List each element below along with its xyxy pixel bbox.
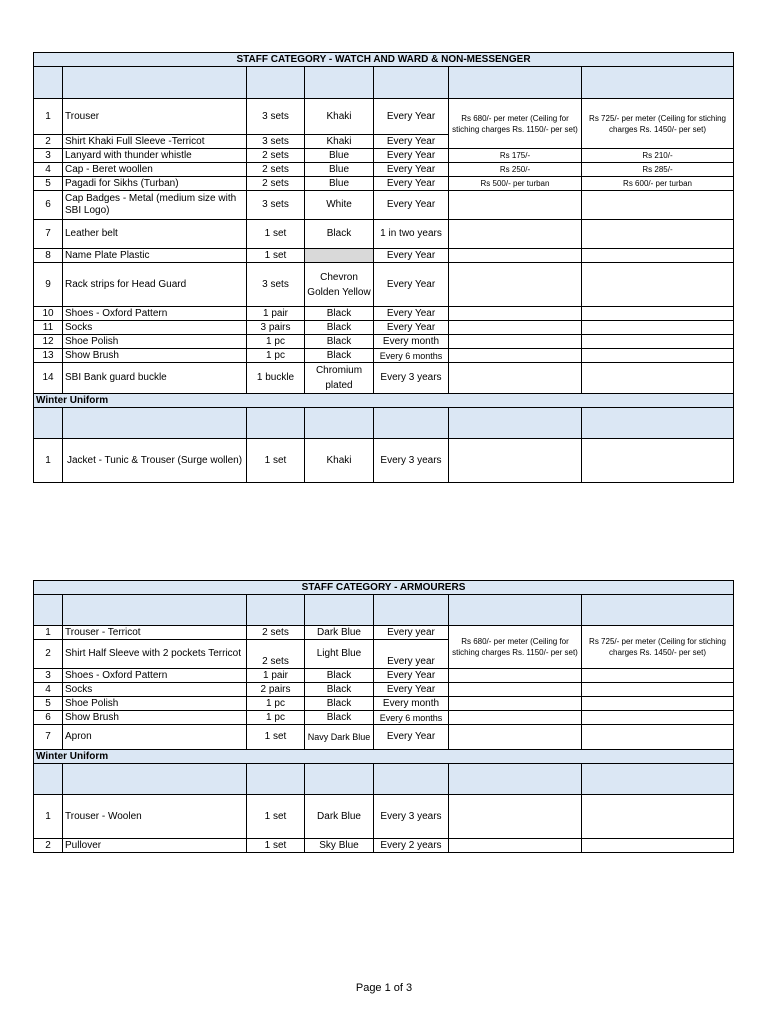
empty-cell xyxy=(63,764,247,795)
table-row xyxy=(34,839,734,853)
item-name-cell: Shoes - Oxford Pattern xyxy=(63,669,247,683)
quantity-cell: 1 pc xyxy=(247,349,305,363)
serial-number-cell: 1 xyxy=(34,439,63,483)
color-cell: Black xyxy=(305,683,374,697)
frequency-cell: Every 3 years xyxy=(374,439,449,483)
table-row xyxy=(34,163,734,177)
serial-number-cell: 12 xyxy=(34,335,63,349)
quantity-cell: 3 sets xyxy=(247,135,305,149)
empty-cell xyxy=(449,795,582,839)
color-cell: Khaki xyxy=(305,99,374,135)
empty-cell xyxy=(582,697,734,711)
item-name-cell: Socks xyxy=(63,321,247,335)
item-name-cell: Pagadi for Sikhs (Turban) xyxy=(63,177,247,191)
item-name-cell: Name Plate Plastic xyxy=(63,249,247,263)
quantity-cell: 2 pairs xyxy=(247,683,305,697)
rate-cell: Rs 725/- per meter (Ceiling for stiching charges Rs. 1450/- per set) xyxy=(582,99,734,149)
empty-cell xyxy=(582,595,734,626)
color-cell: Blue xyxy=(305,163,374,177)
quantity-cell: 1 pair xyxy=(247,307,305,321)
color-cell: Black xyxy=(305,697,374,711)
item-name-cell: SBI Bank guard buckle xyxy=(63,363,247,394)
table-row xyxy=(34,626,734,640)
color-cell: Blue xyxy=(305,177,374,191)
page-number: Page 1 of 3 xyxy=(355,982,413,994)
frequency-cell: Every 6 months xyxy=(374,349,449,363)
frequency-cell: Every Year xyxy=(374,163,449,177)
table-row xyxy=(34,99,734,135)
rate-cell: Rs 210/- xyxy=(582,149,734,163)
serial-number-cell: 7 xyxy=(34,725,63,750)
quantity-cell: 1 pc xyxy=(247,711,305,725)
serial-number-cell: 13 xyxy=(34,349,63,363)
serial-number-cell: 4 xyxy=(34,683,63,697)
empty-cell xyxy=(449,335,582,349)
empty-cell xyxy=(449,839,582,853)
empty-cell xyxy=(582,349,734,363)
item-name-cell: Trouser - Terricot xyxy=(63,626,247,640)
item-name-cell: Trouser xyxy=(63,99,247,135)
empty-cell xyxy=(449,191,582,220)
serial-number-cell: 8 xyxy=(34,249,63,263)
frequency-cell: Every month xyxy=(374,697,449,711)
quantity-cell: 2 sets xyxy=(247,177,305,191)
item-name-cell: Shoe Polish xyxy=(63,697,247,711)
empty-cell xyxy=(63,408,247,439)
color-cell: Navy Dark Blue xyxy=(305,725,374,750)
frequency-cell: Every Year xyxy=(374,99,449,135)
empty-cell xyxy=(582,839,734,853)
empty-cell xyxy=(582,795,734,839)
empty-cell xyxy=(449,220,582,249)
frequency-cell: Every Year xyxy=(374,191,449,220)
frequency-cell: Every 3 years xyxy=(374,795,449,839)
table-row xyxy=(34,363,734,394)
empty-cell xyxy=(582,263,734,307)
serial-number-cell: 2 xyxy=(34,135,63,149)
quantity-cell: 1 set xyxy=(247,725,305,750)
empty-cell xyxy=(449,439,582,483)
table-row xyxy=(34,191,734,220)
item-name-cell: Rack strips for Head Guard xyxy=(63,263,247,307)
header-row xyxy=(34,408,734,439)
table-row xyxy=(34,321,734,335)
section-label: Winter Uniform xyxy=(34,394,734,408)
color-cell: Dark Blue xyxy=(305,626,374,640)
rate-cell: Rs 600/- per turban xyxy=(582,177,734,191)
empty-cell xyxy=(374,595,449,626)
serial-number-cell: 2 xyxy=(34,640,63,669)
item-name-cell: Shoe Polish xyxy=(63,335,247,349)
color-cell: Dark Blue xyxy=(305,795,374,839)
serial-number-cell: 14 xyxy=(34,363,63,394)
serial-number-cell: 5 xyxy=(34,177,63,191)
frequency-cell: Every year xyxy=(374,640,449,669)
quantity-cell: 1 set xyxy=(247,439,305,483)
table-row xyxy=(34,697,734,711)
quantity-cell: 1 set xyxy=(247,839,305,853)
serial-number-cell: 6 xyxy=(34,191,63,220)
empty-cell xyxy=(582,711,734,725)
table-row xyxy=(34,249,734,263)
rate-cell: Rs 285/- xyxy=(582,163,734,177)
serial-number-cell: 3 xyxy=(34,149,63,163)
armourers-table xyxy=(33,580,734,853)
frequency-cell: Every month xyxy=(374,335,449,349)
rate-cell: Rs 725/- per meter (Ceiling for stiching charges Rs. 1450/- per set) xyxy=(582,626,734,669)
empty-cell xyxy=(247,764,305,795)
serial-number-cell: 3 xyxy=(34,669,63,683)
serial-number-cell: 9 xyxy=(34,263,63,307)
empty-cell xyxy=(582,363,734,394)
empty-cell xyxy=(449,669,582,683)
empty-cell xyxy=(582,335,734,349)
rate-cell: Rs 250/- xyxy=(449,163,582,177)
quantity-cell: 2 sets xyxy=(247,163,305,177)
color-cell: Khaki xyxy=(305,439,374,483)
empty-cell xyxy=(582,764,734,795)
empty-cell xyxy=(582,191,734,220)
item-name-cell: Lanyard with thunder whistle xyxy=(63,149,247,163)
serial-number-cell: 5 xyxy=(34,697,63,711)
table-title: STAFF CATEGORY - WATCH AND WARD & NON-MESSENGER xyxy=(34,53,734,67)
serial-number-cell: 1 xyxy=(34,99,63,135)
empty-cell xyxy=(449,307,582,321)
color-cell: Black xyxy=(305,220,374,249)
frequency-cell: Every Year xyxy=(374,307,449,321)
item-name-cell: Show Brush xyxy=(63,711,247,725)
empty-cell xyxy=(582,321,734,335)
empty-cell xyxy=(305,408,374,439)
frequency-cell: Every year xyxy=(374,626,449,640)
empty-cell xyxy=(449,711,582,725)
table-row xyxy=(34,669,734,683)
empty-cell xyxy=(449,263,582,307)
frequency-cell: Every Year xyxy=(374,683,449,697)
serial-number-cell: 6 xyxy=(34,711,63,725)
header-row xyxy=(34,764,734,795)
empty-cell xyxy=(582,249,734,263)
empty-cell xyxy=(449,249,582,263)
empty-cell xyxy=(582,725,734,750)
empty-cell xyxy=(449,683,582,697)
serial-number-cell: 1 xyxy=(34,795,63,839)
empty-cell xyxy=(582,669,734,683)
color-cell: White xyxy=(305,191,374,220)
table-row xyxy=(34,220,734,249)
header-row xyxy=(34,595,734,626)
color-cell: Black xyxy=(305,321,374,335)
frequency-cell: Every Year xyxy=(374,725,449,750)
frequency-cell: Every 2 years xyxy=(374,839,449,853)
quantity-cell: 1 pc xyxy=(247,697,305,711)
serial-number-cell: 11 xyxy=(34,321,63,335)
item-name-cell: Show Brush xyxy=(63,349,247,363)
serial-number-cell: 4 xyxy=(34,163,63,177)
quantity-cell: 3 sets xyxy=(247,99,305,135)
table-row xyxy=(34,683,734,697)
empty-cell xyxy=(449,349,582,363)
frequency-cell: Every Year xyxy=(374,149,449,163)
color-cell xyxy=(305,249,374,263)
empty-cell xyxy=(374,764,449,795)
empty-cell xyxy=(63,67,247,99)
item-name-cell: Apron xyxy=(63,725,247,750)
quantity-cell: 2 sets xyxy=(247,640,305,669)
empty-cell xyxy=(449,363,582,394)
empty-cell xyxy=(63,595,247,626)
item-name-cell: Leather belt xyxy=(63,220,247,249)
item-name-cell: Cap - Beret woollen xyxy=(63,163,247,177)
section-label: Winter Uniform xyxy=(34,750,734,764)
empty-cell xyxy=(305,595,374,626)
rate-cell: Rs 680/- per meter (Ceiling for stiching charges Rs. 1150/- per set) xyxy=(449,99,582,149)
empty-cell xyxy=(449,408,582,439)
quantity-cell: 2 sets xyxy=(247,626,305,640)
serial-number-cell: 1 xyxy=(34,626,63,640)
empty-cell xyxy=(34,595,63,626)
frequency-cell: Every 3 years xyxy=(374,363,449,394)
quantity-cell: 2 sets xyxy=(247,149,305,163)
table-row xyxy=(34,149,734,163)
empty-cell xyxy=(34,408,63,439)
empty-cell xyxy=(582,408,734,439)
table-row xyxy=(34,177,734,191)
rate-cell: Rs 680/- per meter (Ceiling for stiching charges Rs. 1150/- per set) xyxy=(449,626,582,669)
empty-cell xyxy=(247,67,305,99)
quantity-cell: 1 pair xyxy=(247,669,305,683)
color-cell: Black xyxy=(305,669,374,683)
empty-cell xyxy=(582,683,734,697)
quantity-cell: 1 buckle xyxy=(247,363,305,394)
table-row xyxy=(34,439,734,483)
color-cell: Black xyxy=(305,349,374,363)
table-row xyxy=(34,795,734,839)
frequency-cell: Every 6 months xyxy=(374,711,449,725)
item-name-cell: Shirt Half Sleeve with 2 pockets Terricot xyxy=(63,640,247,669)
color-cell: Black xyxy=(305,711,374,725)
empty-cell xyxy=(247,408,305,439)
empty-cell xyxy=(34,764,63,795)
empty-cell xyxy=(582,439,734,483)
empty-cell xyxy=(449,321,582,335)
rate-cell: Rs 500/- per turban xyxy=(449,177,582,191)
quantity-cell: 1 set xyxy=(247,220,305,249)
empty-cell xyxy=(34,67,63,99)
color-cell: Sky Blue xyxy=(305,839,374,853)
color-cell: Blue xyxy=(305,149,374,163)
quantity-cell: 3 pairs xyxy=(247,321,305,335)
table-row xyxy=(34,263,734,307)
frequency-cell: Every Year xyxy=(374,263,449,307)
serial-number-cell: 2 xyxy=(34,839,63,853)
frequency-cell: Every Year xyxy=(374,135,449,149)
color-cell: Light Blue xyxy=(305,640,374,669)
color-cell: Khaki xyxy=(305,135,374,149)
empty-cell xyxy=(449,697,582,711)
frequency-cell: Every Year xyxy=(374,669,449,683)
quantity-cell: 3 sets xyxy=(247,263,305,307)
table-row xyxy=(34,725,734,750)
empty-cell xyxy=(449,595,582,626)
empty-cell xyxy=(305,764,374,795)
frequency-cell: Every Year xyxy=(374,249,449,263)
rate-cell: Rs 175/- xyxy=(449,149,582,163)
empty-cell xyxy=(582,67,734,99)
frequency-cell: 1 in two years xyxy=(374,220,449,249)
empty-cell xyxy=(582,307,734,321)
empty-cell xyxy=(449,764,582,795)
color-cell: Black xyxy=(305,335,374,349)
watch-ward-table xyxy=(33,52,734,483)
table-row xyxy=(34,307,734,321)
serial-number-cell: 7 xyxy=(34,220,63,249)
quantity-cell: 1 set xyxy=(247,795,305,839)
empty-cell xyxy=(374,67,449,99)
table-row xyxy=(34,335,734,349)
item-name-cell: Pullover xyxy=(63,839,247,853)
color-cell: Chromium plated xyxy=(305,363,374,394)
frequency-cell: Every Year xyxy=(374,177,449,191)
empty-cell xyxy=(449,67,582,99)
empty-cell xyxy=(374,408,449,439)
item-name-cell: Socks xyxy=(63,683,247,697)
quantity-cell: 1 set xyxy=(247,249,305,263)
empty-cell xyxy=(449,725,582,750)
item-name-cell: Cap Badges - Metal (medium size with SBI Logo) xyxy=(63,191,247,220)
empty-cell xyxy=(305,67,374,99)
table-row xyxy=(34,711,734,725)
item-name-cell: Shirt Khaki Full Sleeve -Terricot xyxy=(63,135,247,149)
color-cell: Black xyxy=(305,307,374,321)
table-title: STAFF CATEGORY - ARMOURERS xyxy=(34,581,734,595)
serial-number-cell: 10 xyxy=(34,307,63,321)
item-name-cell: Trouser - Woolen xyxy=(63,795,247,839)
color-cell: Chevron Golden Yellow xyxy=(305,263,374,307)
item-name-cell: Shoes - Oxford Pattern xyxy=(63,307,247,321)
item-name-cell: Jacket - Tunic & Trouser (Surge wollen) xyxy=(63,439,247,483)
quantity-cell: 3 sets xyxy=(247,191,305,220)
quantity-cell: 1 pc xyxy=(247,335,305,349)
frequency-cell: Every Year xyxy=(374,321,449,335)
empty-cell xyxy=(582,220,734,249)
empty-cell xyxy=(247,595,305,626)
header-row xyxy=(34,67,734,99)
table-row xyxy=(34,349,734,363)
